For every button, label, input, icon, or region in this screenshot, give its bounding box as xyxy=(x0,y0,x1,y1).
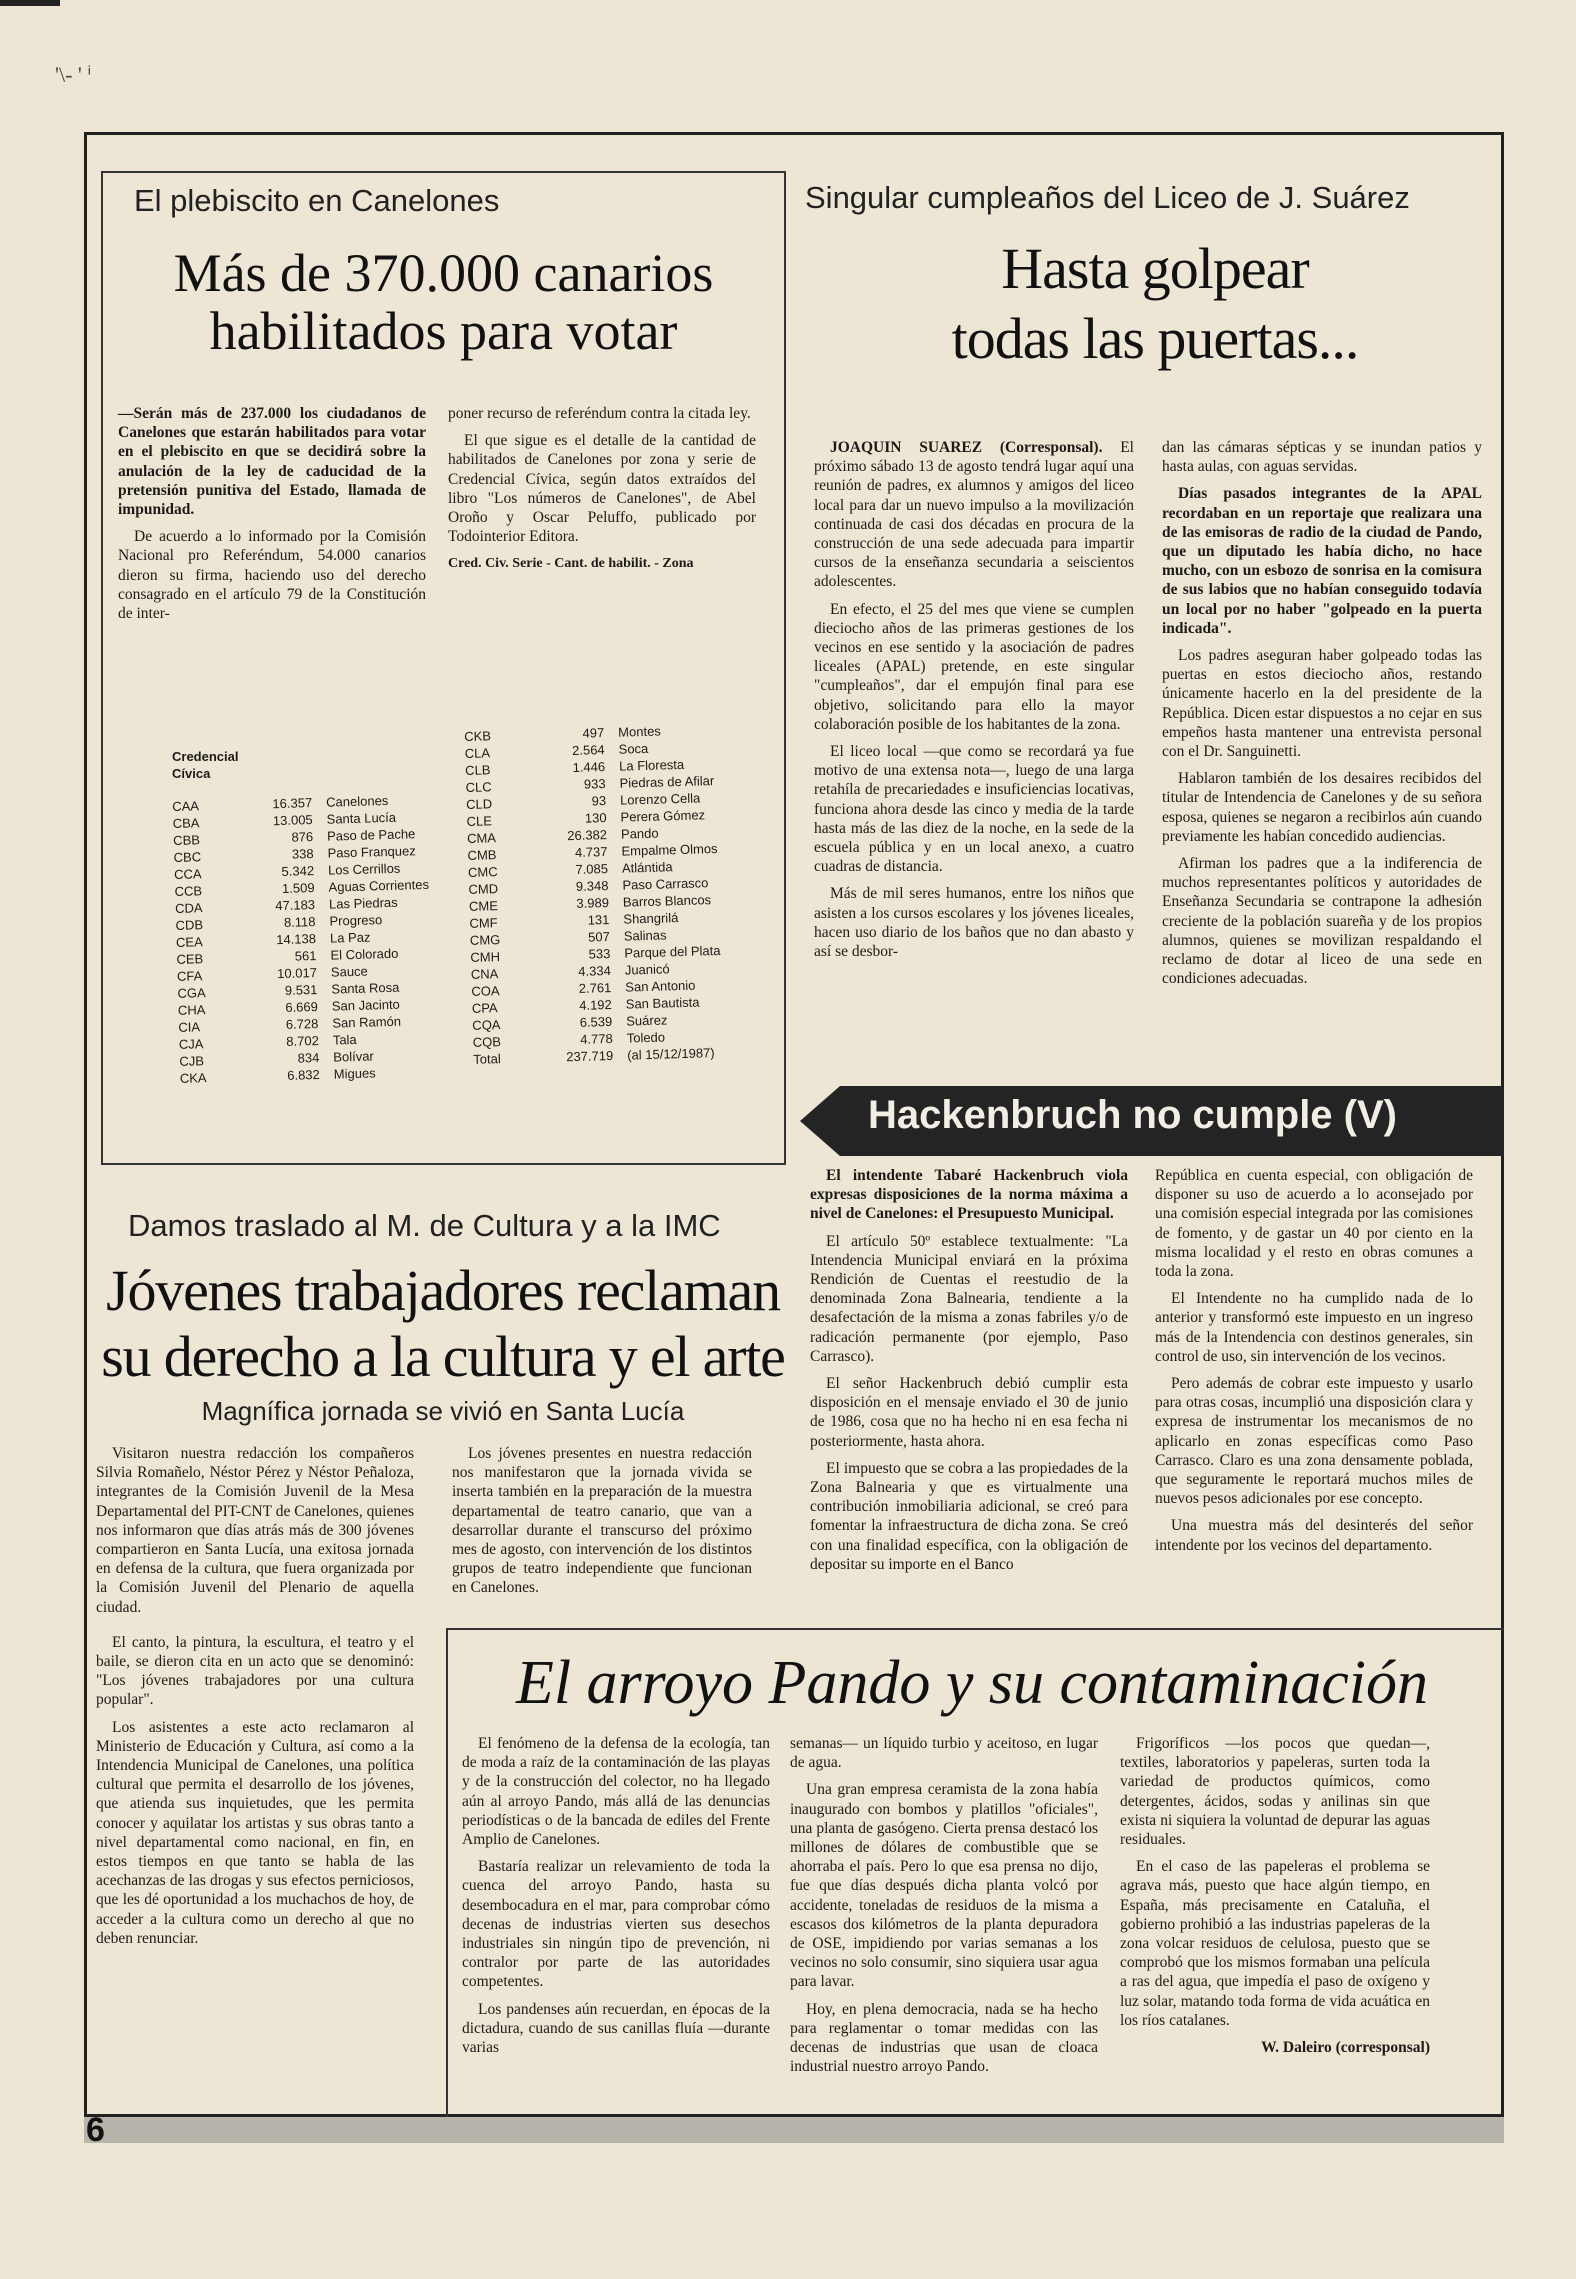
table-cell-cantidad: 1.509 xyxy=(281,880,315,896)
liceo-paragraph: Días pasados integrantes de la APAL recordaban en un reportaje que realizara una de las emisoras de radio de la ciudad de Pando, que un diputado les había dicho, no hace mucho, con un esbozo de sonrisa en la comisura de sus labios que no habían conseguido todavía un local por no haber "golpeado en la puerta indicada". xyxy=(1162,485,1482,637)
arroyo-signature: W. Daleiro (corresponsal) xyxy=(1261,2039,1430,2057)
table-cell-zona: Toledo xyxy=(626,1029,666,1046)
table-cell-cantidad: 4.737 xyxy=(574,844,608,860)
table-cell-zona: Perera Gómez xyxy=(620,807,706,825)
plebiscito-col1 xyxy=(118,404,426,631)
banner-notch xyxy=(800,1086,840,1156)
table-cell-cantidad: 9.348 xyxy=(575,878,609,894)
table-cell-zona: La Floresta xyxy=(618,756,685,774)
liceo-col1 xyxy=(814,438,1134,969)
table-cell-cantidad: 533 xyxy=(588,946,611,962)
table-cell-zona: Barros Blancos xyxy=(622,892,712,910)
liceo-byline: JOAQUIN SUAREZ (Corresponsal). xyxy=(830,439,1103,456)
hackenbruch-paragraph: El artículo 50º establece textualmente: "La Intendencia Municipal enviará en la próxima Rendición de Cuentas el reestudio de la denominada Zona Balnearia, tendiente a la desafectación de la misma a zonas fabriles y/o de radicación permanente (por ejemplo, Paso Carrasco). xyxy=(810,1232,1128,1365)
table-cell-zona: La Paz xyxy=(329,929,371,946)
table-cell-serie: CKB xyxy=(464,728,492,744)
table-cell-zona: San Ramón xyxy=(332,1013,402,1031)
table-cell-cantidad: 497 xyxy=(582,725,605,741)
table-cell-cantidad: 8.702 xyxy=(286,1032,320,1049)
table-header xyxy=(172,748,238,782)
table-cell-serie: CMA xyxy=(466,830,497,846)
table-cell-zona: San Antonio xyxy=(625,977,696,995)
jovenes-col1 xyxy=(96,1444,414,1956)
table-cell-cantidad: 4.192 xyxy=(579,996,612,1013)
table-cell-serie: CMG xyxy=(469,932,501,948)
jovenes-paragraph: Los jóvenes presentes en nuestra redacción nos manifestaron que la jornada vivida se inserta también en la preparación de la muestra departamental de teatro canario, que van a desarrollar durante el transcurso del próximo mes de agosto, con intervención de los distintos grupos de teatro independiente que funcionan en Canelones. xyxy=(452,1445,752,1597)
hackenbruch-paragraph: El impuesto que se cobra a las propiedades de la Zona Balnearia y que es virtualmente una contribución inmobiliaria adicional, se creó para fomentar la infraestructura de dicha zona. Se creó con una finalidad específica, con la obligación de depositar su importe en el Banco xyxy=(810,1459,1128,1573)
table-cell-zona: Soca xyxy=(618,740,649,757)
table-cell-zona: Montes xyxy=(617,723,662,740)
table-cell-serie: CBB xyxy=(172,832,201,848)
table-header-line1: Credencial xyxy=(172,749,239,764)
table-cell-cantidad: 14.138 xyxy=(276,931,317,948)
jovenes-col2 xyxy=(452,1444,752,1606)
table-cell-cantidad: 131 xyxy=(587,912,610,928)
credencial-table-right xyxy=(464,720,767,1068)
liceo-paragraph: Afirman los padres que a la indiferencia de muchos representantes políticos y autoridades de Enseñanza Secundaria se contrapone la adhesión creciente de la población suareña y de los propios alumnos, quienes se movilizan respaldando el reclamo de dotar al liceo de una sede en condiciones adecuadas. xyxy=(1162,855,1482,988)
table-cell-serie: CIA xyxy=(178,1019,201,1035)
arroyo-paragraph: Una gran empresa ceramista de la zona había inaugurado con bombos y platillos "oficiales", una planta de gasógeno. Cierta prensa destacó los millones de dólares de combustible que se ahorraba el país. Pero lo que esa prensa no dijo, fue que días después dicha planta volcó por accidente, toneladas de residuos de la misma a escasos dos kilómetros de la planta depuradora de OSE, impidiendo por varias semanas a los vecinos no solo consumir, sino siquiera usar agua para lavar. xyxy=(790,1781,1098,1991)
liceo-kicker: Singular cumpleaños del Liceo de J. Suárez xyxy=(805,180,1410,215)
table-cell-cantidad: 338 xyxy=(291,846,314,862)
hackenbruch-banner-title: Hackenbruch no cumple (V) xyxy=(868,1093,1397,1137)
table-cell-zona: Paso Franquez xyxy=(327,843,416,861)
table-cell-cantidad: 7.085 xyxy=(575,861,609,877)
table-cell-zona: Lorenzo Cella xyxy=(619,790,701,808)
table-cell-cantidad: 1.446 xyxy=(572,759,606,775)
table-cell-zona: Pando xyxy=(620,825,659,842)
table-cell-zona: Sauce xyxy=(330,963,368,980)
table-cell-serie: CCB xyxy=(174,883,203,899)
table-cell-cantidad: 2.564 xyxy=(571,742,605,758)
table-cell-cantidad: 4.778 xyxy=(579,1030,613,1047)
table-cell-cantidad: 6.832 xyxy=(287,1066,320,1083)
table-cell-serie: CMH xyxy=(470,949,501,965)
arroyo-col3 xyxy=(1120,1734,1430,2065)
table-cell-cantidad: 6.669 xyxy=(285,999,319,1015)
arroyo-paragraph: semanas— un líquido turbio y aceitoso, en lugar de agua. xyxy=(790,1735,1098,1772)
plebiscito-col2 xyxy=(448,404,756,582)
table-cell-serie: CEA xyxy=(175,934,203,950)
table-cell-zona: Empalme Olmos xyxy=(621,840,718,859)
table-cell-cantidad: 26.382 xyxy=(567,827,608,844)
plebiscito-headline-line1: Más de 370.000 canarios xyxy=(173,243,714,303)
table-cell-serie: CLE xyxy=(466,813,493,829)
table-cell-zona: Los Cerrillos xyxy=(327,860,401,878)
table-cell-cantidad: 9.531 xyxy=(284,982,318,998)
table-cell-serie: CLB xyxy=(464,762,491,778)
table-cell-cantidad: 237.719 xyxy=(566,1047,614,1065)
table-cell-zona: Santa Rosa xyxy=(331,979,400,997)
liceo-col2 xyxy=(1162,438,1482,996)
footer-bar xyxy=(84,2117,1504,2143)
table-cell-serie: CLA xyxy=(464,745,491,761)
liceo-paragraph: Más de mil seres humanos, entre los niños que asisten a los cursos escolares y los jóvenes liceales, hacen uso diario de los baños que no dan abasto y así se desbor- xyxy=(814,885,1134,961)
table-cell-zona: Las Piedras xyxy=(328,894,398,912)
table-cell-serie: CLD xyxy=(465,796,493,812)
table-cell-zona: Atlántida xyxy=(621,859,673,876)
table-cell-zona: (al 15/12/1987) xyxy=(626,1045,715,1063)
liceo-paragraph: Los padres aseguran haber golpeado todas las puertas en estos dieciocho años, restando únicamente hacerlo en la del presidente de la República. Dicen estar dispuestos a no cejar en sus empeños hasta mantener una entrevista personal con el Dr. Sanguinetti. xyxy=(1162,647,1482,761)
liceo-headline-line1: Hasta golpear xyxy=(1001,236,1309,301)
table-cell-zona: San Jacinto xyxy=(331,996,400,1014)
table-header-line2: Cívica xyxy=(172,766,211,781)
hackenbruch-paragraph: El señor Hackenbruch debió cumplir esta disposición en el mensaje enviado el 30 de junio de 1986, cosa que no ha hecho ni en esa fecha ni posteriormente, hasta ahora. xyxy=(810,1375,1128,1450)
liceo-headline xyxy=(930,234,1380,374)
table-cell-serie: CBA xyxy=(172,815,200,831)
hackenbruch-col2 xyxy=(1155,1166,1473,1563)
hackenbruch-paragraph: Pero además de cobrar este impuesto y usarlo para otras cosas, incumplió una disposición clara y expresa de instrumentar los mecanismos de no aplicarlo en zonas específicas como Paso Carrasco. Claro es una zona densamente poblada, que seguramente le reportará muchos miles de nuevos pesos adicionales por ese concepto. xyxy=(1155,1375,1473,1508)
table-cell-zona: Shangrilá xyxy=(623,910,679,927)
table-cell-serie: CFA xyxy=(176,968,203,984)
plebiscito-headline-line2: habilitados para votar xyxy=(209,301,678,362)
arroyo-paragraph: En el caso de las papeleras el problema se agrava más, puesto que hace algún tiempo, en España, más precisamente en Cataluña, el gobierno prohibió a las industrias papeleras de la zona volcar residuos de celulosa, puesto que se comprobó que los mismos formaban una película a ras del agua, que impedía el paso de oxígeno y luz solar, matando toda forma de vida acuática en los ríos catalanes. xyxy=(1120,1858,1430,2029)
jovenes-headline-line1: Jóvenes trabajadores reclaman xyxy=(106,1258,780,1323)
table-cell-serie: CJA xyxy=(178,1036,204,1052)
table-cell-serie: CCA xyxy=(173,866,202,882)
table-cell-zona: Juanicó xyxy=(624,961,670,978)
credencial-table-left xyxy=(172,790,474,1087)
table-cell-zona: Bolívar xyxy=(333,1048,374,1065)
table-cell-serie: CDA xyxy=(174,900,203,916)
hackenbruch-paragraph: Una muestra más del desinterés del señor intendente por los vecinos del departamento. xyxy=(1155,1517,1473,1554)
top-edge-mark xyxy=(0,0,60,6)
arroyo-col1 xyxy=(462,1734,770,2065)
jovenes-headline xyxy=(88,1258,798,1390)
table-cell-serie: CQA xyxy=(472,1017,501,1033)
arroyo-paragraph: Bastaría realizar un relevamiento de toda la cuenca del arroyo Pando, hasta su desembocadura en el mar, para comprobar cómo decenas de industrias vierten sus desechos industriales sin ningún tipo de prevención, ni contralor por parte de las autoridades competentes. xyxy=(462,1858,770,1991)
table-cell-serie: CGA xyxy=(177,985,206,1001)
table-caption: Cred. Civ. Serie - Cant. de habilit. - Zona xyxy=(448,556,694,572)
table-cell-zona: Aguas Corrientes xyxy=(328,876,430,895)
table-cell-zona: Parque del Plata xyxy=(624,942,721,961)
table-cell-serie: CMC xyxy=(467,864,498,880)
table-cell-serie: CJB xyxy=(179,1053,205,1069)
arroyo-paragraph: Hoy, en plena democracia, nada se ha hecho para reglamentar o tomar medidas con las decenas de industrias que usan de cloaca industrial nuestro arroyo Pando. xyxy=(790,2000,1098,2076)
table-cell-serie: CDB xyxy=(175,917,204,933)
table-cell-cantidad: 876 xyxy=(291,829,314,845)
handwritten-mark: '\- ' ⁱ xyxy=(55,62,92,87)
arroyo-paragraph: Frigoríficos —los pocos que quedan—, textiles, laboratorios y papeleras, surten toda la variedad de productos químicos, como detergentes, ácidos, sodas y anilinas sin que exista ni siquiera la voluntad de depurar las aguas residuales. xyxy=(1120,1735,1430,1849)
table-cell-serie: CAA xyxy=(172,798,200,814)
hackenbruch-paragraph: República en cuenta especial, con obligación de disponer su uso de acuerdo a lo aconsejado por una comisión especial integrada por las comisiones de fomento, y de gastar un 40 por ciento en la misma localidad y el resto en obras comunes a toda la zona. xyxy=(1155,1167,1473,1281)
table-cell-cantidad: 16.357 xyxy=(272,795,313,812)
jovenes-paragraph: Visitaron nuestra redacción los compañeros Silvia Romañelo, Néstor Pérez y Néstor Peñaloza, integrantes de la Comisión Juvenil de la Mesa Departamental del PIT-CNT de Canelones, quienes nos informaron que días atrás más de 300 jóvenes compartieron en Santa Lucía, una exitosa jornada en defensa de la cultura, que fuera organizada por la Comisión Juvenil del Plenario de aquella ciudad. xyxy=(96,1445,414,1616)
table-cell-serie: CNA xyxy=(470,966,499,982)
table-cell-zona: Paso de Pache xyxy=(326,826,416,844)
liceo-paragraph: Hablaron también de los desaires recibidos del titular de Intendencia de Canelones y de su señora esposa, quienes se negaron a recibirlos aún cuando previamente les habían concedido audiencias. xyxy=(1162,770,1482,845)
arroyo-col2 xyxy=(790,1734,1098,2084)
table-cell-cantidad: 561 xyxy=(294,948,317,964)
plebiscito-paragraph: De acuerdo a lo informado por la Comisión Nacional pro Referéndum, 54.000 canarios dieron su firma, haciendo uso del derecho consagrado en el artículo 79 de la Constitución de inter- xyxy=(118,528,426,623)
table-cell-serie: CQB xyxy=(472,1034,502,1050)
plebiscito-paragraph: El que sigue es el detalle de la cantidad de habilitados de Canelones por zona y serie de Credencial Cívica, según datos extraídos del libro "Los números de Canelones", de Abel Oroño y Oscar Peluffo, publicado por Todointerior Editora. xyxy=(448,432,756,546)
table-cell-cantidad: 10.017 xyxy=(276,965,318,982)
table-cell-serie: CMB xyxy=(467,847,497,863)
arroyo-paragraph: Los pandenses aún recuerdan, en épocas de la dictadura, cuando de sus canillas fluía —durante varias xyxy=(462,2000,770,2057)
hackenbruch-col1 xyxy=(810,1166,1128,1582)
plebiscito-headline xyxy=(101,244,786,361)
table-cell-zona: Progreso xyxy=(329,912,383,929)
table-cell-serie: CME xyxy=(468,898,499,914)
arroyo-headline: El arroyo Pando y su contaminación xyxy=(515,1649,1429,1717)
table-cell-zona: Paso Carrasco xyxy=(622,875,709,893)
liceo-paragraph: El liceo local —que como se recordará ya fue motivo de una extensa nota—, luego de una larga retahíla de precariedades e insuficiencias locativas, funciona ahora desde las cinco y media de la tarde hasta más de las diez de la noche, en la sede de la escuela pública y en un local anexo, a cuatro cuadras de distancia. xyxy=(814,743,1134,876)
table-cell-cantidad: 3.989 xyxy=(576,895,610,911)
arroyo-paragraph: El fenómeno de la defensa de la ecología, tan de moda a raíz de la contaminación de las playas y de la construcción del colector, no ha llegado aún al arroyo Pando, más allá de las denuncias periodísticas o de la bancada de ediles del Frente Amplio de Canelones. xyxy=(462,1735,770,1849)
table-cell-serie: CKA xyxy=(179,1070,207,1086)
table-cell-serie: CMF xyxy=(469,915,498,931)
table-cell-cantidad: 6.728 xyxy=(285,1016,319,1032)
liceo-headline-line2: todas las puertas... xyxy=(951,306,1359,371)
jovenes-paragraph: El canto, la pintura, la escultura, el teatro y el baile, se dieron cita en un acto que se denominó: "Los jóvenes trabajadores por una cultura popular". xyxy=(96,1633,414,1709)
liceo-paragraph: En efecto, el 25 del mes que viene se cumplen dieciocho años de las primeras gestiones de los vecinos en ese sentido y la asociación de padres liceales (APAL) pretende, en este singular "cumpleaños", dar el empujón final para ese objetivo, solicitando para ello la mayor colaboración posible de los habitantes de la zona. xyxy=(814,600,1134,733)
table-cell-serie: CLC xyxy=(465,779,492,795)
page-number: 6 xyxy=(86,2111,105,2149)
table-cell-cantidad: 47.183 xyxy=(275,897,316,914)
table-cell-cantidad: 5.342 xyxy=(281,863,315,879)
table-cell-cantidad: 834 xyxy=(297,1049,320,1066)
table-cell-zona: Santa Lucía xyxy=(326,809,397,827)
hackenbruch-paragraph: El Intendente no ha cumplido nada de lo anterior y transformó este impuesto en un ingreso más de la Intendencia con destinos generales, sin control de uso, sin intervención de los vecinos. xyxy=(1155,1290,1473,1365)
table-cell-zona: Salinas xyxy=(623,927,667,944)
plebiscito-kicker: El plebiscito en Canelones xyxy=(134,183,500,218)
table-cell-serie: Total xyxy=(473,1051,501,1067)
table-cell-cantidad: 4.334 xyxy=(578,962,612,979)
table-cell-zona: El Colorado xyxy=(330,945,399,963)
table-cell-serie: CBC xyxy=(173,849,202,865)
plebiscito-lead: —Serán más de 237.000 los ciudadanos de Canelones que estarán habilitados para votar en el plebiscito en que se decidirá sobre la anulación de la ley de caducidad de la pretensión punitiva del Estado, llamada de impunidad. xyxy=(118,405,426,519)
table-cell-serie: CPA xyxy=(471,1000,498,1016)
table-cell-cantidad: 2.761 xyxy=(578,979,612,996)
jovenes-kicker: Damos traslado al M. de Cultura y a la IMC xyxy=(128,1208,721,1243)
plebiscito-paragraph: poner recurso de referéndum contra la citada ley. xyxy=(448,405,751,422)
table-cell-serie: CEB xyxy=(176,951,204,967)
table-cell-cantidad: 13.005 xyxy=(272,812,313,829)
table-cell-serie: COA xyxy=(471,983,500,999)
table-cell-zona: Tala xyxy=(332,1031,357,1048)
table-cell-cantidad: 93 xyxy=(591,793,607,809)
hackenbruch-paragraph: El intendente Tabaré Hackenbruch viola expresas disposiciones de la norma máxima a nivel de Canelones: el Presupuesto Municipal. xyxy=(810,1167,1128,1223)
table-cell-cantidad: 507 xyxy=(587,929,611,945)
jovenes-subhead: Magnífica jornada se vivió en Santa Lucía xyxy=(201,1396,685,1426)
table-cell-zona: Piedras de Afilar xyxy=(619,773,715,791)
liceo-paragraph: dan las cámaras sépticas y se inundan patios y hasta aulas, con aguas servidas. xyxy=(1162,439,1482,476)
table-cell-serie: CMD xyxy=(468,881,499,897)
jovenes-headline-line2: su derecho a la cultura y el arte xyxy=(101,1324,785,1389)
table-cell-cantidad: 933 xyxy=(583,776,606,792)
liceo-paragraph-text: El próximo sábado 13 de agosto tendrá lugar aquí una reunión de padres, ex alumnos y amigos del liceo local para dar un nuevo impulso a la movilización continuada de casi dos décadas en procura de la construcción de una sede adecuada para impartir cursos de la enseñanza secundaria a seiscientos adolescentes. xyxy=(814,439,1134,591)
jovenes-paragraph: Los asistentes a este acto reclamaron al Ministerio de Educación y Cultura, así como a la Intendencia Municipal de Canelones, una política cultural que permita el desarrollo de los jóvenes, que atienda sus inquietudes, que les permita conocer y aquilatar los artistas y sus obras tanto a nivel departamental como nacional, en fin, en estos tiempos en que tanto se habla de las acechanzas de las drogas y sus efectos perniciosos, que les dé oportunidad a los muchachos de hoy, de acceder a la cultura como un derecho al que no deben renunciar. xyxy=(96,1718,414,1947)
table-cell-zona: San Bautista xyxy=(625,994,700,1012)
table-cell-serie: CHA xyxy=(177,1002,206,1018)
table-cell-cantidad: 8.118 xyxy=(283,914,316,930)
table-cell-zona: Canelones xyxy=(325,792,389,810)
table-cell-cantidad: 6.539 xyxy=(579,1013,613,1030)
table-cell-cantidad: 130 xyxy=(584,810,607,826)
table-cell-zona: Suárez xyxy=(626,1012,668,1029)
table-cell-zona: Migues xyxy=(333,1065,376,1082)
